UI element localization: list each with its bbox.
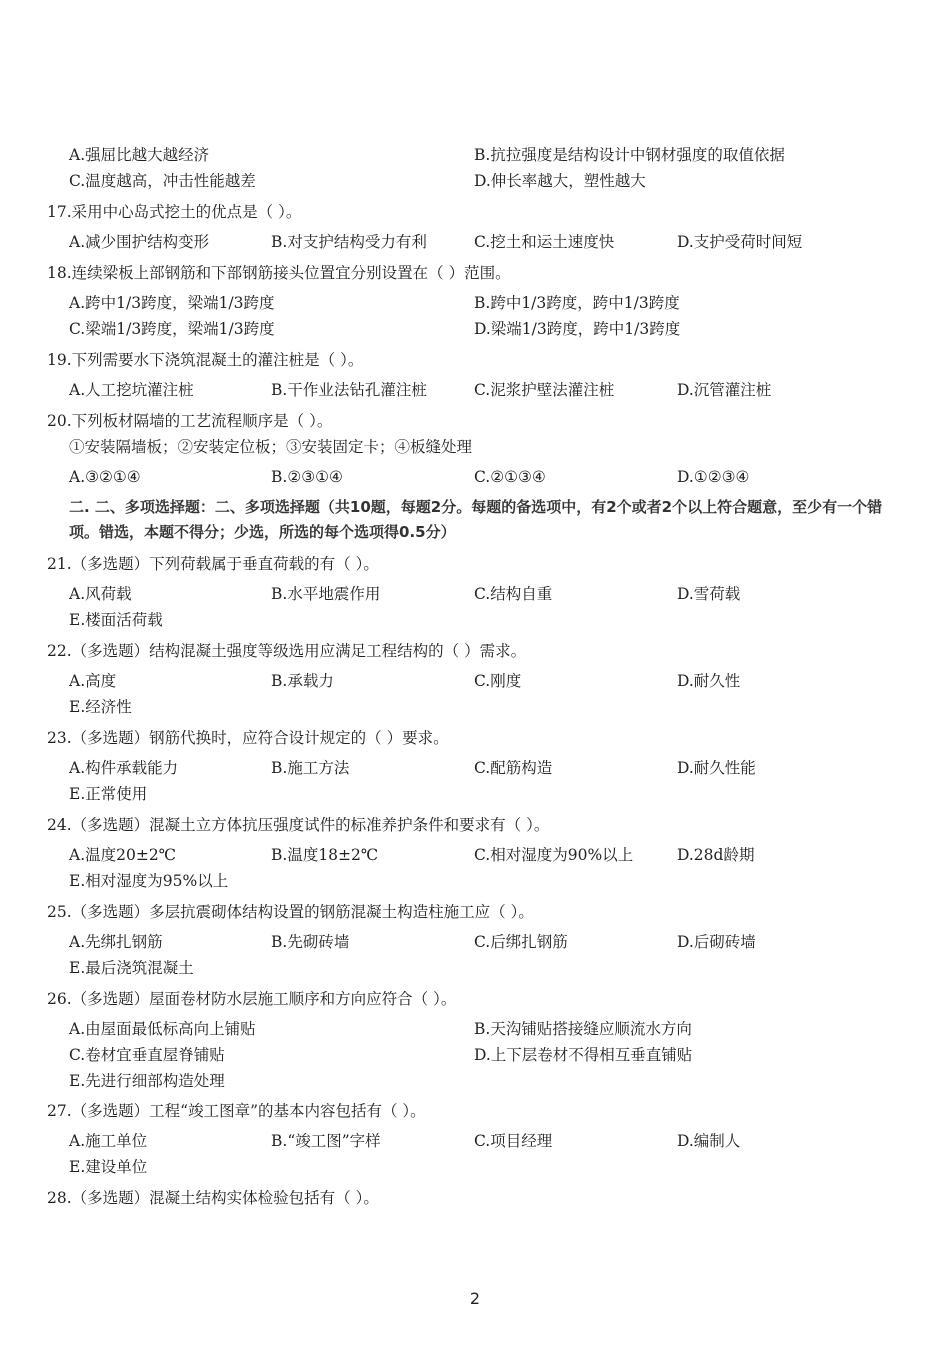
q18-stem: 18.连续梁板上部钢筋和下部钢筋接头位置宜分别设置在（ ）范围。: [47, 264, 511, 282]
q19-stem: 19.下列需要水下浇筑混凝土的灌注桩是（ ）。: [47, 351, 364, 369]
q23-option-c: C.配筋构造: [474, 759, 553, 777]
q17-option-a: A.减少围护结构变形: [69, 233, 210, 251]
q20-note: ①安装隔墙板；②安装定位板；③安装固定卡；④板缝处理: [69, 438, 473, 456]
page-number: 2: [469, 1289, 481, 1308]
q21-option-b: B.水平地震作用: [271, 585, 381, 603]
q27-option-e: E.建设单位: [69, 1158, 148, 1176]
q21-option-d: D.雪荷载: [677, 585, 741, 603]
q16-option-d: D.伸长率越大，塑性越大: [474, 172, 646, 190]
section-header-multiple-choice: 二. 二、多项选择题：二、多项选择题（共10题，每题2分。每题的备选项中，有2个或者2个以上符合题意，至少有一个错项。错选，本题不得分；少选，所选的每个选项得0.5分）: [69, 498, 883, 541]
q26-option-e: E.先进行细部构造处理: [69, 1072, 225, 1090]
q24-option-b: B.温度18±2℃: [271, 846, 379, 864]
q20-option-c: C.②①③④: [474, 468, 546, 486]
q21-stem: 21.（多选题）下列荷载属于垂直荷载的有（ ）。: [47, 555, 379, 573]
q25-option-b: B.先砌砖墙: [271, 933, 350, 951]
q17-stem: 17.采用中心岛式挖土的优点是（ ）。: [47, 203, 302, 221]
q22-option-b: B.承载力: [271, 672, 334, 690]
q25-stem: 25.（多选题）多层抗震砌体结构设置的钢筋混凝土构造柱施工应（ ）。: [47, 903, 534, 921]
q21-option-a: A.风荷载: [69, 585, 132, 603]
q27-stem: 27.（多选题）工程“竣工图章”的基本内容包括有（ ）。: [47, 1102, 426, 1120]
q25-option-a: A.先绑扎钢筋: [69, 933, 163, 951]
q22-option-d: D.耐久性: [677, 672, 741, 690]
q26-stem: 26.（多选题）屋面卷材防水层施工顺序和方向应符合（ ）。: [47, 990, 457, 1008]
q22-option-c: C.刚度: [474, 672, 522, 690]
q22-option-a: A.高度: [69, 672, 117, 690]
q23-option-e: E.正常使用: [69, 785, 148, 803]
q19-option-a: A.人工挖坑灌注桩: [69, 381, 194, 399]
q18-option-b: B.跨中1/3跨度，跨中1/3跨度: [474, 294, 680, 312]
q26-option-d: D.上下层卷材不得相互垂直铺贴: [474, 1046, 693, 1064]
q27-option-a: A.施工单位: [69, 1132, 148, 1150]
q19-option-c: C.泥浆护壁法灌注桩: [474, 381, 615, 399]
q27-option-b: B.“竣工图”字样: [271, 1132, 381, 1150]
q24-option-e: E.相对湿度为95%以上: [69, 872, 229, 890]
q17-option-c: C.挖土和运土速度快: [474, 233, 615, 251]
q16-option-a: A.强屈比越大越经济: [69, 146, 210, 164]
q20-option-a: A.③②①④: [69, 468, 141, 486]
q24-stem: 24.（多选题）混凝土立方体抗压强度试件的标准养护条件和要求有（ ）。: [47, 816, 550, 834]
q28-stem: 28.（多选题）混凝土结构实体检验包括有（ ）。: [47, 1189, 379, 1207]
q18-option-a: A.跨中1/3跨度，梁端1/3跨度: [69, 294, 275, 312]
q20-option-b: B.②③①④: [271, 468, 343, 486]
q20-stem: 20.下列板材隔墙的工艺流程顺序是（ ）。: [47, 412, 333, 430]
q27-option-c: C.项目经理: [474, 1132, 553, 1150]
q23-stem: 23.（多选题）钢筋代换时，应符合设计规定的（ ）要求。: [47, 729, 449, 747]
q19-option-b: B.干作业法钻孔灌注桩: [271, 381, 427, 399]
q26-option-a: A.由屋面最低标高向上铺贴: [69, 1020, 256, 1038]
q24-option-d: D.28d龄期: [677, 846, 755, 864]
q25-option-d: D.后砌砖墙: [677, 933, 756, 951]
q27-option-d: D.编制人: [677, 1132, 741, 1150]
q18-option-c: C.梁端1/3跨度，梁端1/3跨度: [69, 320, 275, 338]
q26-option-c: C.卷材宜垂直屋脊铺贴: [69, 1046, 225, 1064]
q19-option-d: D.沉管灌注桩: [677, 381, 772, 399]
q24-option-a: A.温度20±2℃: [69, 846, 177, 864]
q25-option-c: C.后绑扎钢筋: [474, 933, 568, 951]
q18-option-d: D.梁端1/3跨度，跨中1/3跨度: [474, 320, 681, 338]
q20-option-d: D.①②③④: [677, 468, 750, 486]
q23-option-a: A.构件承载能力: [69, 759, 179, 777]
q16-option-c: C.温度越高，冲击性能越差: [69, 172, 256, 190]
q17-option-d: D.支护受荷时间短: [677, 233, 803, 251]
q26-option-b: B.天沟铺贴搭接缝应顺流水方向: [474, 1020, 692, 1038]
q25-option-e: E.最后浇筑混凝土: [69, 959, 194, 977]
q16-option-b: B.抗拉强度是结构设计中钢材强度的取值依据: [474, 146, 785, 164]
q22-stem: 22.（多选题）结构混凝土强度等级选用应满足工程结构的（ ）需求。: [47, 642, 527, 660]
q21-option-c: C.结构自重: [474, 585, 553, 603]
q22-option-e: E.经济性: [69, 698, 132, 716]
q24-option-c: C.相对湿度为90%以上: [474, 846, 634, 864]
q23-option-d: D.耐久性能: [677, 759, 756, 777]
q21-option-e: E.楼面活荷载: [69, 611, 163, 629]
q23-option-b: B.施工方法: [271, 759, 350, 777]
q17-option-b: B.对支护结构受力有利: [271, 233, 427, 251]
